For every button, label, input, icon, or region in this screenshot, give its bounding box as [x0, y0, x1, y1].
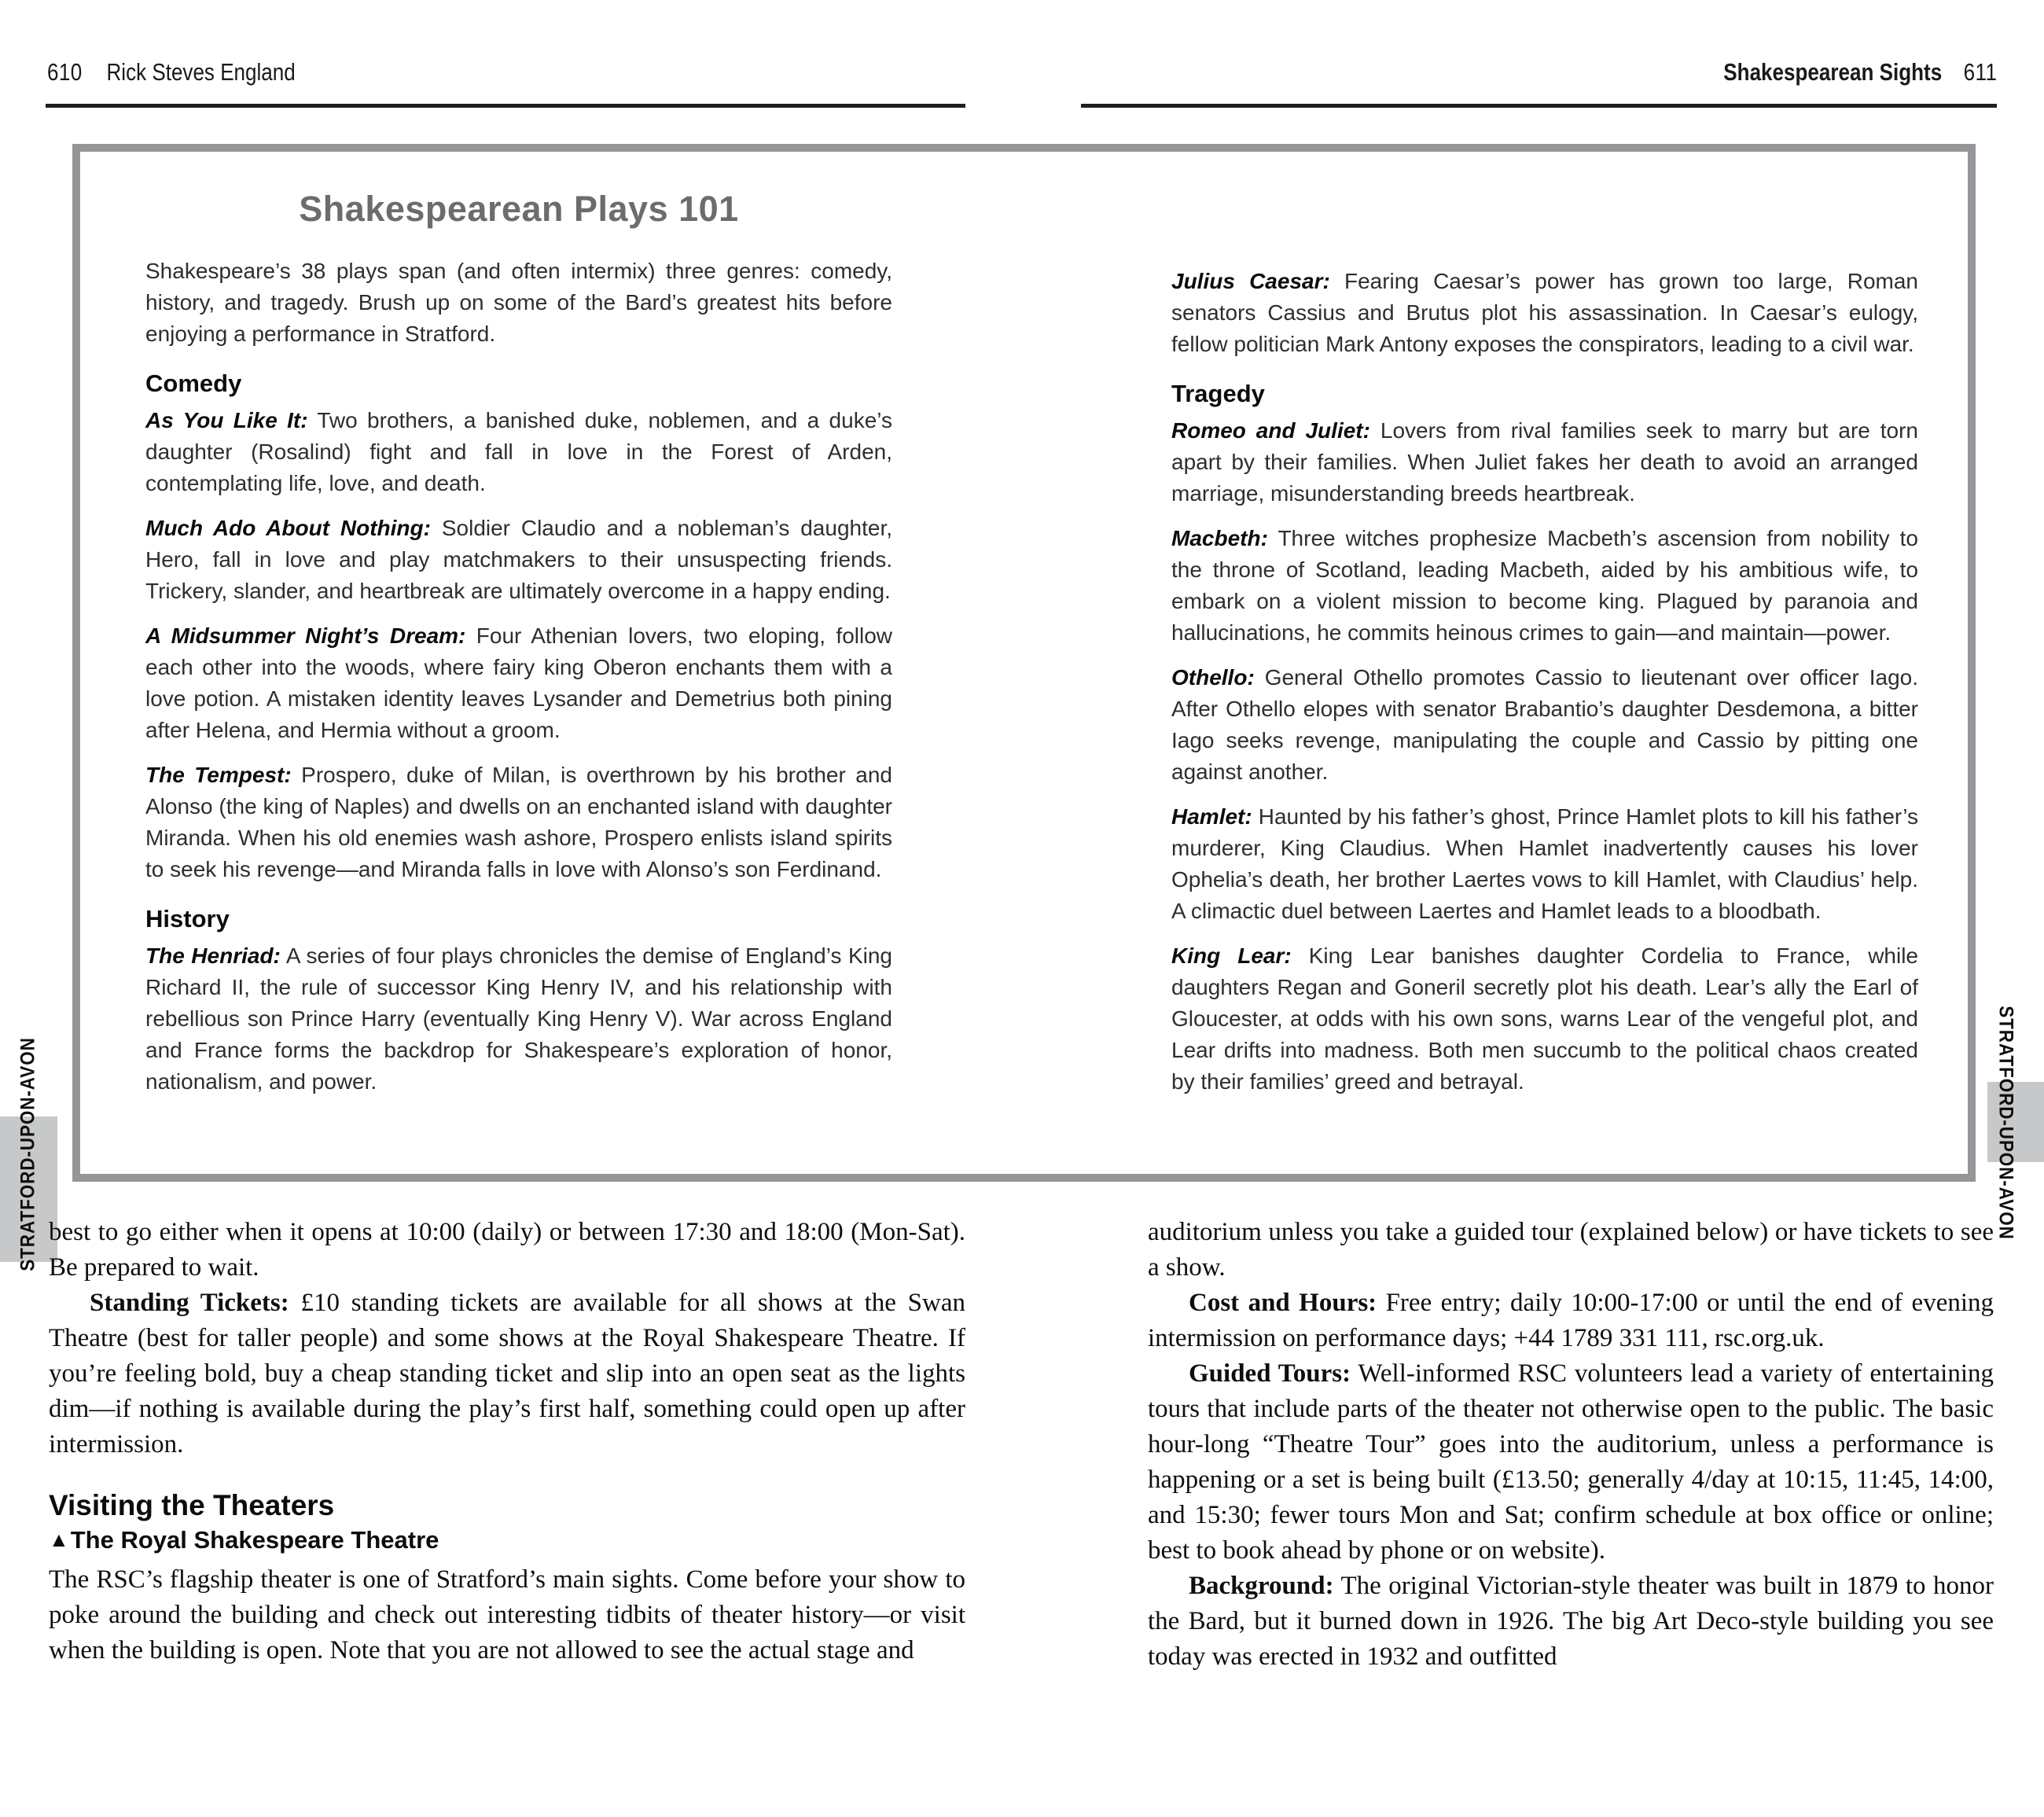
history-heading: History: [145, 905, 230, 932]
play-title: As You Like It:: [145, 408, 308, 432]
play-text: King Lear banishes daughter Cordelia to France, while daughters Regan and Goneril secretly plot his death. Lear’s ally the Earl of Gloucester, at odds with his own sons, warns Lear of the vengeful plot, and Lear drifts into madness. Both men succumb to the political chaos created by their families’ greed and betrayal.: [1171, 943, 1919, 1094]
right-header-rule: [1081, 104, 1997, 108]
body-paragraph: [1148, 1356, 1994, 1569]
right-body-column: [1148, 1215, 1994, 1675]
play-entry: [1171, 662, 1918, 788]
play-title: Romeo and Juliet:: [1171, 418, 1370, 443]
comedy-heading: Comedy: [145, 370, 242, 397]
play-text: Haunted by his father’s ghost, Prince Hamlet plots to kill his father’s murderer, King Claudius. When Hamlet inadvertently causes his lover Ophelia’s death, her brother Laertes vows to kill Hamlet, with Claudius’ help. A climactic duel between Laertes and Hamlet leads to a bloodbath.: [1171, 804, 1918, 923]
box-column-right: [1171, 183, 1918, 1111]
play-entry: [1171, 266, 1918, 360]
paragraph-text: The original Victorian-style theater was built in 1879 to honor the Bard, but it burned down in 1926. The big Art Deco-style building you see today was erected in 1932 and outfitted: [1148, 1572, 1994, 1671]
play-title: A Midsummer Night’s Dream:: [145, 623, 466, 648]
play-entry: [1171, 415, 1918, 509]
left-margin-label: STRATFORD-UPON-AVON: [17, 1037, 39, 1271]
play-entry: [145, 760, 892, 885]
left-body-column: [49, 1215, 965, 1668]
play-title: The Tempest:: [145, 763, 292, 787]
paragraph-text: £10 standing tickets are available for all shows at the Swan Theatre (best for taller people) and some shows at the Royal Shakespeare Theatre. If you’re feeling bold, buy a cheap standing ticket and slip into an open seat as the lights dim—if nothing is available during the play’s first half, something could open up after intermission.: [49, 1289, 965, 1458]
play-text: Fearing Caesar’s power has grown too large, Roman senators Cassius and Brutus plot his assassination. In Caesar’s eulogy, fellow politician Mark Antony exposes the conspirators, leading to a civil war.: [1171, 269, 1918, 356]
play-entry: [145, 940, 892, 1098]
body-paragraph: [49, 1286, 965, 1462]
paragraph-text: Free entry; daily 10:00-17:00 or until the end of evening intermission on performance days; +44 1789 331 111, rsc.org.uk.: [1148, 1289, 1994, 1352]
right-margin-label: STRATFORD-UPON-AVON: [1994, 1006, 2017, 1240]
box-column-left: [145, 183, 892, 1111]
body-paragraph: [1148, 1569, 1994, 1675]
play-entry: [145, 513, 892, 607]
left-page-header: [47, 58, 296, 86]
sight-heading: [49, 1525, 965, 1556]
left-page-number: 610: [47, 58, 83, 86]
play-text: Lovers from rival families seek to marry but are torn apart by their families. When Juliet fakes her death to avoid an arranged marriage, misunderstanding breeds heartbreak.: [1171, 418, 1919, 506]
left-header-rule: [46, 104, 965, 108]
right-running-title: Shakespearean Sights: [1722, 58, 1942, 86]
sight-title: The Royal Shakespeare Theatre: [70, 1526, 439, 1554]
play-entry: [1171, 940, 1918, 1098]
play-text: Soldier Claudio and a nobleman’s daughter, Hero, fall in love and play matchmakers to their unsuspecting friends. Trickery, slander, and heartbreak are ultimately overcome in a happy ending.: [145, 516, 893, 603]
play-text: A series of four plays chronicles the demise of England’s King Richard II, the rule of successor King Henry IV, and his relationship with rebellious son Prince Harry (eventually King Henry V). War across England and France forms the backdrop for Shakespeare’s exploration of honor, nationalism, and power.: [145, 943, 893, 1094]
box-intro: Shakespeare’s 38 plays span (and often intermix) three genres: comedy, history, and tragedy. Brush up on some of the Bard’s greatest hits before enjoying a performance in Stratford.: [145, 259, 892, 346]
box-title: Shakespearean Plays 101: [299, 189, 739, 229]
paragraph-label: Background:: [1189, 1572, 1334, 1600]
play-title: The Henriad:: [145, 943, 281, 968]
play-entry: [145, 620, 892, 746]
paragraph-label: Guided Tours:: [1189, 1359, 1351, 1388]
right-page-number: 611: [1963, 58, 1997, 86]
body-paragraph: [1148, 1286, 1994, 1356]
play-title: King Lear:: [1171, 943, 1292, 968]
play-title: Much Ado About Nothing:: [145, 516, 431, 540]
body-paragraph: auditorium unless you take a guided tour (explained below) or have tickets to see a show.: [1148, 1218, 1994, 1282]
left-running-title: Rick Steves England: [106, 58, 296, 86]
play-entry: [145, 405, 892, 499]
play-title: Julius Caesar:: [1171, 269, 1330, 293]
play-title: Othello:: [1171, 665, 1255, 690]
play-text: Two brothers, a banished duke, noblemen, and a duke’s daughter (Rosalind) fight and fall in love in the Forest of Arden, contemplating life, love, and death.: [145, 408, 892, 495]
play-text: Three witches prophesize Macbeth’s ascension from nobility to the throne of Scotland, leading Macbeth, aided by his ambitious wife, to embark on a violent mission to become king. Plagued by paranoia and hallucinations, he commits heinous crimes to gain—and maintain—power.: [1171, 526, 1918, 645]
visiting-theaters-heading: Visiting the Theaters: [49, 1489, 335, 1521]
play-text: General Othello promotes Cassio to lieutenant over officer Iago. After Othello elopes with senator Brabantio’s daughter Desdemona, a bitter Iago seeks revenge, manipulating the couple and Cassio by pitting one against another.: [1171, 665, 1919, 784]
play-text: Prospero, duke of Milan, is overthrown by his brother and Alonso (the king of Naples) and dwells on an enchanted island with daughter Miranda. When his old enemies wash ashore, Prospero enlists island spirits to seek his revenge—and Miranda falls in love with Alonso’s son Ferdinand.: [145, 763, 892, 881]
shakespearean-plays-box: [72, 144, 1976, 1182]
play-text: Four Athenian lovers, two eloping, follow each other into the woods, where fairy king Oberon enchants them with a love potion. A mistaken identity leaves Lysander and Demetrius both pining after Helena, and Hermia without a groom.: [145, 623, 893, 742]
play-entry: [1171, 523, 1918, 649]
right-page-header: [1723, 58, 1997, 86]
body-paragraph: The RSC’s flagship theater is one of Stratford’s main sights. Come before your show to poke around the building and check out interesting tidbits of theater history—or visit when the building is open. Note that you are not allowed to see the actual stage and: [49, 1565, 965, 1664]
tragedy-heading: Tragedy: [1171, 380, 1265, 407]
play-title: Macbeth:: [1171, 526, 1268, 550]
play-title: Hamlet:: [1171, 804, 1252, 829]
paragraph-label: Cost and Hours:: [1189, 1289, 1377, 1317]
paragraph-label: Standing Tickets:: [90, 1289, 289, 1317]
body-paragraph: best to go either when it opens at 10:00 (daily) or between 17:30 and 18:00 (Mon-Sat). Be prepared to wait.: [49, 1218, 965, 1282]
sight-triangle-icon: ▲: [49, 1528, 69, 1551]
box-columns: [80, 152, 1968, 1111]
paragraph-text: Well-informed RSC volunteers lead a variety of entertaining tours that include parts of the theater not otherwise open to the public. The basic hour-long “Theatre Tour” goes into the auditorium, unless a performance is happening or a set is being built (£13.50; generally 4/day at 10:15, 11:45, 14:00, and 15:30; fewer tours Mon and Sat; confirm schedule at box office or online; best to book ahead by phone or on website).: [1148, 1359, 1994, 1565]
play-entry: [1171, 801, 1918, 927]
